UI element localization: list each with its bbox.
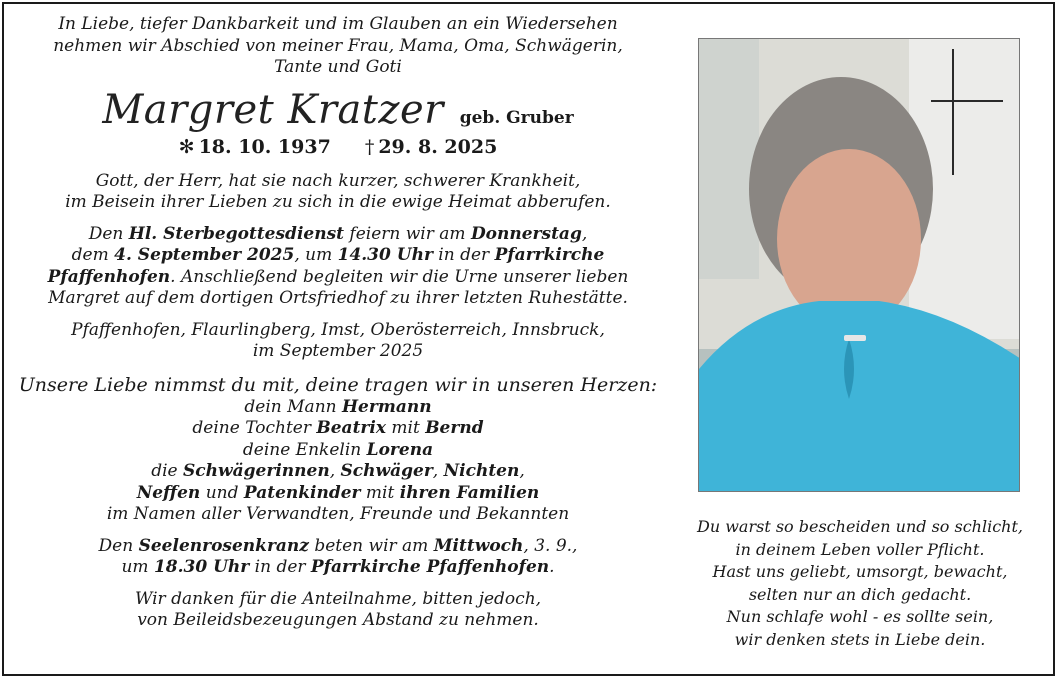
mourner-line: die Schwägerinnen, Schwäger, Nichten,	[151, 461, 525, 481]
thanks-line: Wir danken für die Anteilnahme, bitten jedoch,	[134, 588, 542, 609]
rosary-paragraph	[14, 536, 662, 579]
rosary-line: Den Seelenrosenkranz beten wir am Mittwoch, 3. 9.,	[98, 535, 578, 556]
obituary-text-column	[14, 14, 662, 632]
places-paragraph	[14, 320, 662, 363]
name-row	[14, 87, 662, 133]
script-line: Unsere Liebe nimmst du mit, deine tragen wir in unseren Herzen:	[18, 373, 658, 396]
life-dates	[14, 135, 662, 159]
service-line: Pfaffenhofen. Anschließend begleiten wir die Urne unserer lieben	[47, 266, 629, 287]
places-line: im September 2025	[252, 341, 424, 361]
thanks-paragraph	[14, 589, 662, 632]
places-line: Pfaffenhofen, Flaurlingberg, Imst, Oberösterreich, Innsbruck,	[71, 319, 605, 340]
calling-line: im Beisein ihrer Lieben zu sich in die ewige Heimat abberufen.	[65, 192, 611, 212]
intro-paragraph	[14, 14, 662, 79]
obituary-card	[2, 2, 1055, 676]
service-line: Den Hl. Sterbegottesdienst feiern wir am Donnerstag,	[88, 223, 588, 244]
calling-paragraph	[14, 171, 662, 214]
rosary-line: um 18.30 Uhr in der Pfarrkirche Pfaffenhofen.	[121, 557, 555, 577]
death-date: 29. 8. 2025	[378, 135, 498, 158]
poem-line: in deinem Leben voller Pflicht.	[735, 539, 985, 559]
mourner-line: Neffen und Patenkinder mit ihren Familien	[136, 482, 540, 503]
poem-line: wir denken stets in Liebe dein.	[734, 629, 986, 649]
birth-star-icon: ✻	[178, 135, 195, 158]
mourner-line: deine Tochter Beatrix mit Bernd	[192, 418, 484, 438]
service-line: Margret auf dem dortigen Ortsfriedhof zu ihrer letzten Ruhestätte.	[48, 288, 628, 308]
poem-line: Hast uns geliebt, umsorgt, bewacht,	[712, 562, 1008, 581]
deceased-name: Margret Kratzer	[102, 86, 444, 133]
intro-line: nehmen wir Abschied von meiner Frau, Mama, Oma, Schwägerin,	[53, 35, 623, 56]
portrait-illustration	[699, 39, 1020, 492]
mourner-line: deine Enkelin Lorena	[242, 439, 434, 460]
poem-block	[690, 516, 1030, 651]
death-cross-icon: †	[364, 135, 375, 158]
service-line: dem 4. September 2025, um 14.30 Uhr in der Pfarrkirche	[71, 245, 605, 265]
mourner-line: dein Mann Hermann	[244, 396, 432, 417]
mourners-list	[14, 397, 662, 526]
calling-line: Gott, der Herr, hat sie nach kurzer, schwerer Krankheit,	[95, 170, 581, 191]
mourner-line: im Namen aller Verwandten, Freunde und Bekannten	[106, 504, 570, 524]
death-date-group	[365, 135, 498, 159]
portrait-photo	[698, 38, 1020, 492]
birth-date-group	[179, 135, 331, 159]
thanks-line: von Beileidsbezeugungen Abstand zu nehmen.	[137, 610, 539, 630]
intro-line: In Liebe, tiefer Dankbarkeit und im Glauben an ein Wiedersehen	[58, 14, 618, 34]
poem-line: Du warst so bescheiden und so schlicht,	[697, 517, 1023, 536]
intro-line: Tante und Goti	[274, 57, 402, 77]
poem-line: selten nur an dich gedacht.	[748, 584, 972, 604]
maiden-name: geb. Gruber	[459, 107, 574, 128]
service-paragraph	[14, 224, 662, 310]
birth-date: 18. 10. 1937	[198, 135, 331, 158]
poem-line: Nun schlafe wohl - es sollte sein,	[726, 607, 994, 626]
